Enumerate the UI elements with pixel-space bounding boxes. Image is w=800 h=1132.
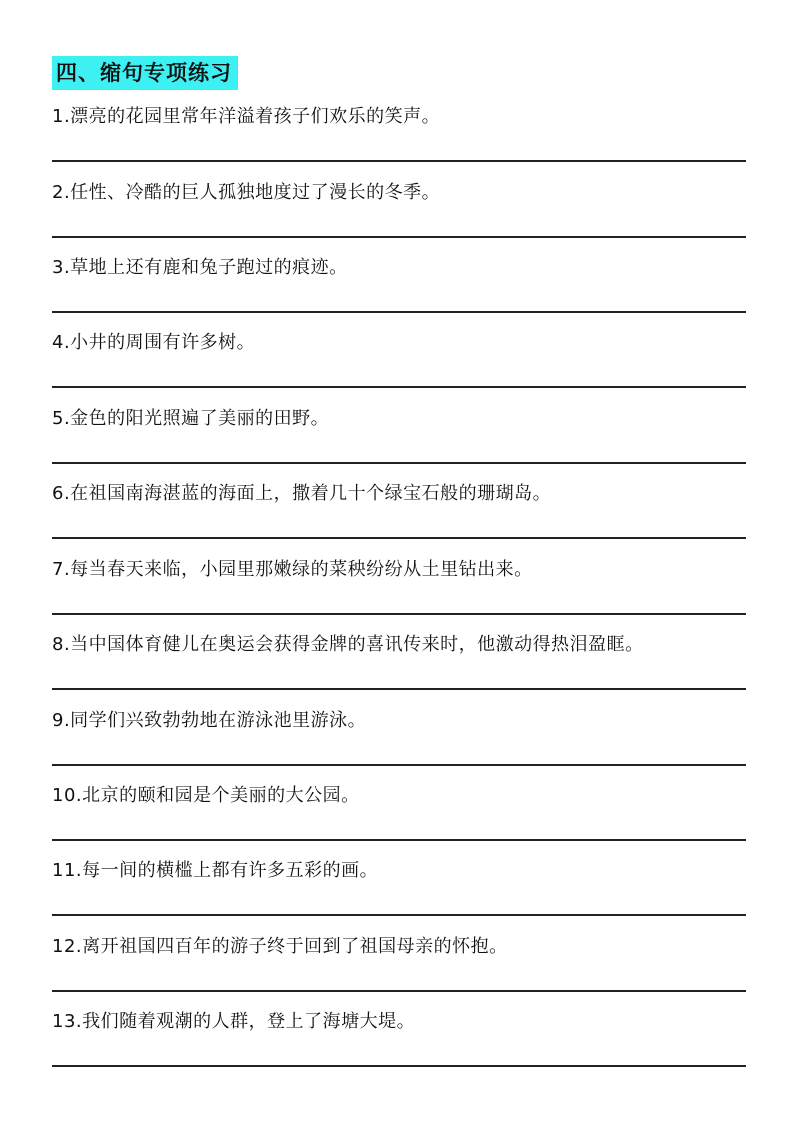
answer-line-4[interactable] bbox=[52, 386, 746, 388]
question-11: 11.每一间的横槛上都有许多五彩的画。 bbox=[52, 860, 379, 881]
answer-line-9[interactable] bbox=[52, 764, 746, 766]
question-7: 7.每当春天来临，小园里那嫩绿的菜秧纷纷从土里钻出来。 bbox=[52, 559, 533, 580]
answer-line-13[interactable] bbox=[52, 1065, 746, 1067]
question-13: 13.我们随着观潮的人群，登上了海塘大堤。 bbox=[52, 1011, 416, 1032]
question-1: 1.漂亮的花园里常年洋溢着孩子们欢乐的笑声。 bbox=[52, 106, 441, 127]
answer-line-6[interactable] bbox=[52, 537, 746, 539]
question-5: 5.金色的阳光照遍了美丽的田野。 bbox=[52, 408, 330, 429]
answer-line-8[interactable] bbox=[52, 688, 746, 690]
question-12: 12.离开祖国四百年的游子终于回到了祖国母亲的怀抱。 bbox=[52, 936, 508, 957]
question-2: 2.任性、冷酷的巨人孤独地度过了漫长的冬季。 bbox=[52, 182, 441, 203]
question-3: 3.草地上还有鹿和兔子跑过的痕迹。 bbox=[52, 257, 348, 278]
question-6: 6.在祖国南海湛蓝的海面上，撒着几十个绿宝石般的珊瑚岛。 bbox=[52, 483, 552, 504]
answer-line-1[interactable] bbox=[52, 160, 746, 162]
answer-line-3[interactable] bbox=[52, 311, 746, 313]
answer-line-10[interactable] bbox=[52, 839, 746, 841]
answer-line-5[interactable] bbox=[52, 462, 746, 464]
question-9: 9.同学们兴致勃勃地在游泳池里游泳。 bbox=[52, 710, 367, 731]
section-title: 四、缩句专项练习 bbox=[52, 56, 238, 90]
answer-line-12[interactable] bbox=[52, 990, 746, 992]
answer-line-7[interactable] bbox=[52, 613, 746, 615]
answer-line-11[interactable] bbox=[52, 914, 746, 916]
question-10: 10.北京的颐和园是个美丽的大公园。 bbox=[52, 785, 360, 806]
question-8: 8.当中国体育健儿在奥运会获得金牌的喜讯传来时，他激动得热泪盈眶。 bbox=[52, 634, 644, 655]
question-4: 4.小井的周围有许多树。 bbox=[52, 332, 256, 353]
answer-line-2[interactable] bbox=[52, 236, 746, 238]
